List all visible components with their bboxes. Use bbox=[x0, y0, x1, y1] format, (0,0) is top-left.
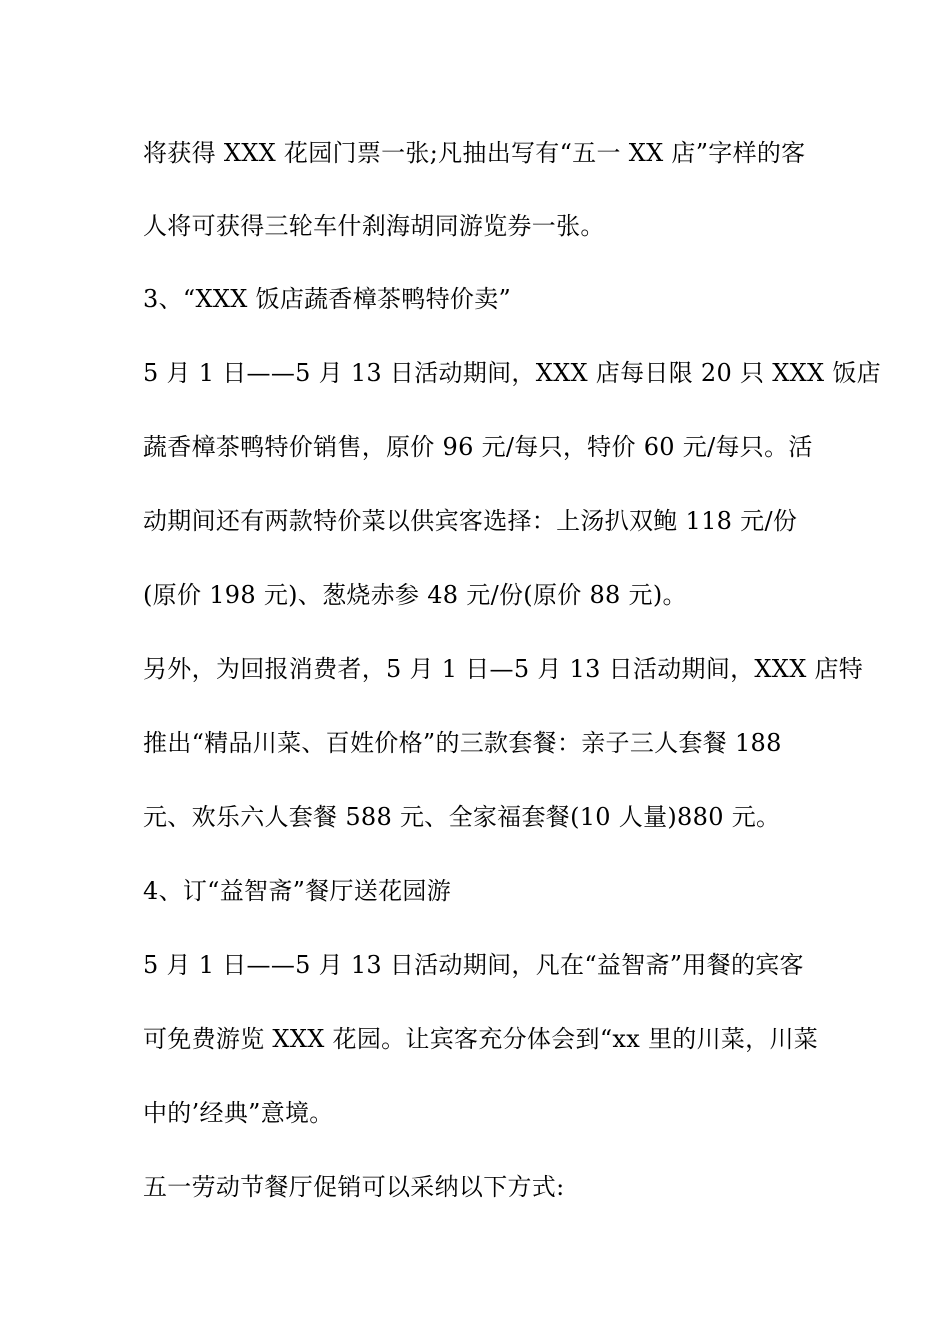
text-line-4: 5 月 1 日——5 月 13 日活动期间，XXX 店每日限 20 只 XXX 饭店 bbox=[143, 359, 881, 387]
text-line-6: 动期间还有两款特价菜以供宾客选择：上汤扒双鲍 118 元/份 bbox=[143, 507, 798, 535]
text-line-7: (原价 198 元)、葱烧赤参 48 元/份(原价 88 元)。 bbox=[143, 581, 687, 609]
text-line-15: 五一劳动节餐厅促销可以采纳以下方式: bbox=[143, 1173, 565, 1201]
text-line-1: 将获得 XXX 花园门票一张;凡抽出写有“五一 XX 店”字样的客 bbox=[143, 139, 806, 167]
text-line-5: 蔬香樟茶鸭特价销售，原价 96 元/每只，特价 60 元/每只。活 bbox=[143, 433, 813, 461]
text-line-9: 推出“精品川菜、百姓价格”的三款套餐：亲子三人套餐 188 bbox=[143, 729, 782, 757]
text-line-12: 5 月 1 日——5 月 13 日活动期间，凡在“益智斋”用餐的宾客 bbox=[143, 951, 804, 979]
text-line-10: 元、欢乐六人套餐 588 元、全家福套餐(10 人量)880 元。 bbox=[143, 803, 781, 831]
text-line-2: 人将可获得三轮车什刹海胡同游览券一张。 bbox=[143, 212, 605, 240]
text-line-14: 中的’经典”意境。 bbox=[143, 1099, 334, 1127]
section-heading-3: 3、“XXX 饭店蔬香樟茶鸭特价卖” bbox=[143, 285, 512, 313]
text-line-13: 可免费游览 XXX 花园。让宾客充分体会到“xx 里的川菜，川菜 bbox=[143, 1025, 819, 1053]
text-line-8: 另外，为回报消费者，5 月 1 日—5 月 13 日活动期间，XXX 店特 bbox=[143, 655, 864, 683]
section-heading-4: 4、订“益智斋”餐厅送花园游 bbox=[143, 877, 452, 905]
